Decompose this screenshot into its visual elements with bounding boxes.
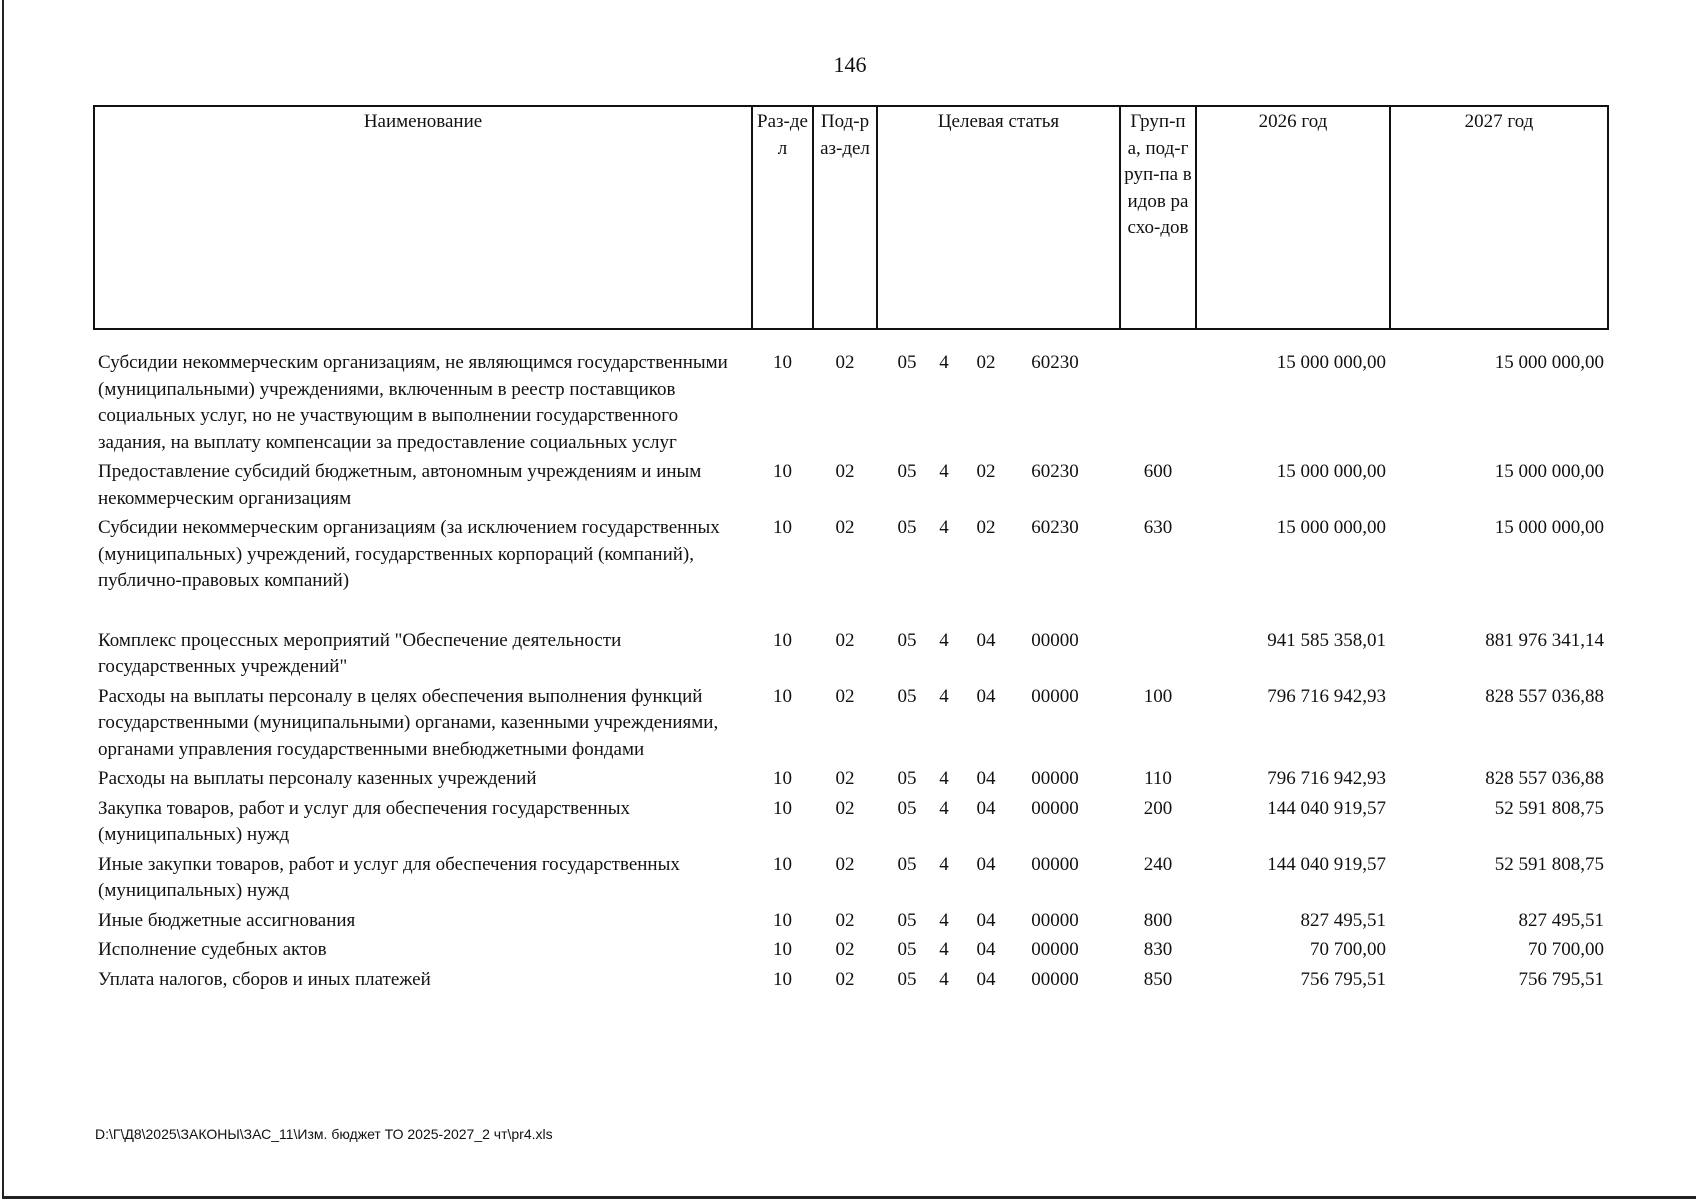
row-name-cell: Иные закупки товаров, работ и услуг для обеспечения государственных (муниципальных) нужд: [98, 853, 680, 901]
celevaya-statya-part-cs4: 00000: [1031, 853, 1079, 875]
celevaya-statya-part-cs2: 4: [939, 768, 949, 789]
row-amount-2026-cell: 70 700,00: [1310, 939, 1386, 960]
celevaya-statya-part-cs4: 00000: [1031, 797, 1079, 819]
celevaya-statya-part-cs1: 05: [897, 968, 917, 990]
row-vid-rashodov-cell: 800: [1143, 909, 1173, 931]
row-amount-2027-cell: 881 976 341,14: [1485, 629, 1604, 651]
table-row: [94, 766, 1608, 796]
row-razdel-cell: 10: [773, 517, 792, 538]
table-row: [94, 684, 1608, 767]
celevaya-statya-part-cs3: 04: [976, 797, 996, 819]
celevaya-statya-part-cs4: 00000: [1031, 968, 1079, 990]
table-row: [94, 329, 1608, 459]
page-number: 146: [833, 52, 867, 77]
celevaya-statya-part-cs3: 04: [976, 909, 996, 931]
row-name-cell: Расходы на выплаты персоналу казенных учреждений: [98, 768, 537, 789]
row-amount-2027-cell: 52 591 808,75: [1494, 853, 1604, 875]
row-celevaya-statya-cell: [877, 796, 1120, 852]
celevaya-statya-part-cs1: 05: [897, 461, 917, 482]
row-amount-2026-cell: 15 000 000,00: [1276, 461, 1386, 482]
row-celevaya-statya-cell: [877, 684, 1120, 767]
row-podrazdel-cell: 02: [835, 939, 855, 960]
row-name-cell: Уплата налогов, сборов и иных платежей: [98, 968, 431, 990]
celevaya-statya-part-cs4: 60230: [1031, 461, 1079, 482]
row-podrazdel-cell: 02: [835, 968, 855, 990]
table-row: [94, 908, 1608, 938]
row-amount-2027-cell: 828 557 036,88: [1485, 685, 1604, 707]
row-razdel-cell: 10: [773, 853, 792, 875]
row-razdel-cell: 10: [773, 685, 792, 707]
row-amount-2027-cell: 15 000 000,00: [1494, 352, 1604, 373]
row-razdel-cell: 10: [773, 352, 792, 373]
row-amount-2026-cell: 756 795,51: [1300, 968, 1386, 990]
row-amount-2027-cell: 15 000 000,00: [1494, 461, 1604, 482]
celevaya-statya-part-cs3: 02: [976, 517, 996, 538]
row-celevaya-statya-cell: [877, 598, 1120, 684]
row-amount-2027-cell: 756 795,51: [1518, 968, 1604, 990]
celevaya-statya-part-cs1: 05: [897, 853, 917, 875]
row-podrazdel-cell: 02: [835, 685, 855, 707]
celevaya-statya-part-cs2: 4: [939, 909, 949, 931]
celevaya-statya-part-cs4: 60230: [1031, 517, 1079, 538]
row-amount-2026-cell: 144 040 919,57: [1267, 853, 1386, 875]
row-vid-rashodov-cell: 630: [1143, 517, 1173, 538]
celevaya-statya-part-cs4: 00000: [1031, 939, 1079, 960]
row-amount-2026-cell: 796 716 942,93: [1267, 768, 1386, 789]
row-vid-rashodov-cell: 240: [1143, 853, 1173, 875]
row-name-cell: Закупка товаров, работ и услуг для обеспечения государственных (муниципальных) нужд: [98, 797, 631, 845]
row-celevaya-statya-cell: [877, 908, 1120, 938]
row-celevaya-statya-cell: [877, 967, 1120, 997]
header-year-2026: 2026 год: [1196, 106, 1390, 329]
row-amount-2027-cell: 828 557 036,88: [1485, 768, 1604, 789]
row-vid-rashodov-cell: [1120, 329, 1196, 459]
row-vid-rashodov-cell: 600: [1143, 461, 1173, 482]
row-amount-2026-cell: 827 495,51: [1300, 909, 1386, 931]
table-row: [94, 967, 1608, 997]
row-vid-rashodov-cell: 830: [1143, 939, 1173, 960]
row-podrazdel-cell: 02: [835, 461, 855, 482]
row-amount-2027-cell: 70 700,00: [1528, 939, 1604, 960]
table-row: [94, 459, 1608, 515]
row-podrazdel-cell: 02: [835, 629, 855, 651]
row-amount-2027-cell: 52 591 808,75: [1494, 797, 1604, 819]
row-name-cell: Иные бюджетные ассигнования: [98, 909, 356, 931]
celevaya-statya-part-cs3: 04: [976, 768, 996, 789]
header-celevaya-statya: Целевая статья: [877, 106, 1120, 329]
row-razdel-cell: 10: [773, 909, 792, 931]
scan-border-left: [2, 0, 4, 1198]
header-podrazdel: Под-раз-дел: [813, 106, 877, 329]
celevaya-statya-part-cs2: 4: [939, 797, 949, 819]
scan-border-bottom: [2, 1196, 1696, 1199]
celevaya-statya-part-cs3: 04: [976, 939, 996, 960]
celevaya-statya-part-cs2: 4: [939, 685, 949, 707]
celevaya-statya-part-cs3: 02: [976, 352, 996, 373]
row-amount-2026-cell: 796 716 942,93: [1267, 685, 1386, 707]
table-row: [94, 515, 1608, 598]
celevaya-statya-part-cs3: 02: [976, 461, 996, 482]
row-podrazdel-cell: 02: [835, 909, 855, 931]
footer-file-path: D:\Г\Д8\2025\ЗАКОНЫ\ЗАС_11\Изм. бюджет ТО 2025-2027_2 чт\pr4.xls: [95, 1126, 553, 1142]
row-podrazdel-cell: 02: [835, 517, 855, 538]
celevaya-statya-part-cs4: 00000: [1031, 909, 1079, 931]
row-amount-2026-cell: 15 000 000,00: [1276, 517, 1386, 538]
table-header-row: [94, 106, 1608, 329]
celevaya-statya-part-cs2: 4: [939, 461, 949, 482]
celevaya-statya-part-cs4: 00000: [1031, 768, 1079, 789]
row-amount-2027-cell: 15 000 000,00: [1494, 517, 1604, 538]
row-amount-2026-cell: 941 585 358,01: [1267, 629, 1386, 651]
row-razdel-cell: 10: [773, 768, 792, 789]
row-razdel-cell: 10: [773, 939, 792, 960]
row-razdel-cell: 10: [773, 968, 792, 990]
celevaya-statya-part-cs1: 05: [897, 909, 917, 931]
row-name-cell: Исполнение судебных актов: [98, 939, 327, 960]
header-year-2027: 2027 год: [1390, 106, 1608, 329]
celevaya-statya-part-cs2: 4: [939, 939, 949, 960]
row-amount-2027-cell: 827 495,51: [1518, 909, 1604, 931]
row-name-cell: Субсидии некоммерческим организациям (за исключением государственных (муниципальных) учреждений, государственных корпораций (компаний), публично-правовых компаний): [98, 517, 720, 591]
celevaya-statya-part-cs1: 05: [897, 517, 917, 538]
budget-table: [93, 105, 1609, 996]
row-razdel-cell: 10: [773, 797, 792, 819]
row-podrazdel-cell: 02: [835, 853, 855, 875]
celevaya-statya-part-cs3: 04: [976, 629, 996, 651]
celevaya-statya-part-cs1: 05: [897, 629, 917, 651]
row-name-cell: Субсидии некоммерческим организациям, не являющимся государственными (муниципальными) учреждениями, включенным в реестр поставщиков социальных услуг, но не участвующим в выполнении государственного задания, на выплату компенсации за предоставление социальных услуг: [98, 352, 728, 453]
celevaya-statya-part-cs3: 04: [976, 685, 996, 707]
row-vid-rashodov-cell: 110: [1144, 768, 1172, 789]
celevaya-statya-part-cs4: 60230: [1031, 352, 1079, 373]
row-vid-rashodov-cell: 850: [1143, 968, 1173, 990]
row-razdel-cell: 10: [773, 629, 792, 651]
row-name-cell: Предоставление субсидий бюджетным, автономным учреждениям и иным некоммерческим организациям: [98, 461, 702, 509]
table-row: [94, 598, 1608, 684]
row-celevaya-statya-cell: [877, 937, 1120, 967]
celevaya-statya-part-cs2: 4: [939, 968, 949, 990]
celevaya-statya-part-cs1: 05: [897, 352, 917, 373]
row-podrazdel-cell: 02: [835, 352, 855, 373]
celevaya-statya-part-cs3: 04: [976, 853, 996, 875]
celevaya-statya-part-cs2: 4: [939, 352, 949, 373]
header-gruppa-vidov-rashodov: Груп-па, под-груп-па видов расхо-дов: [1120, 106, 1196, 329]
table-row: [94, 796, 1608, 852]
celevaya-statya-part-cs1: 05: [897, 768, 917, 789]
row-vid-rashodov-cell: 100: [1143, 685, 1173, 707]
row-amount-2026-cell: 15 000 000,00: [1276, 352, 1386, 373]
celevaya-statya-part-cs2: 4: [939, 517, 949, 538]
row-celevaya-statya-cell: [877, 766, 1120, 796]
celevaya-statya-part-cs2: 4: [939, 853, 949, 875]
celevaya-statya-part-cs1: 05: [897, 797, 917, 819]
celevaya-statya-part-cs4: 00000: [1031, 629, 1079, 651]
header-razdel: Раз-дел: [752, 106, 813, 329]
row-name-cell: Комплекс процессных мероприятий "Обеспечение деятельности государственных учреждений": [98, 629, 622, 677]
row-celevaya-statya-cell: [877, 329, 1120, 459]
table-row: [94, 937, 1608, 967]
row-amount-2026-cell: 144 040 919,57: [1267, 797, 1386, 819]
row-vid-rashodov-cell: 200: [1143, 797, 1173, 819]
row-celevaya-statya-cell: [877, 515, 1120, 598]
row-podrazdel-cell: 02: [835, 797, 855, 819]
row-name-cell: Расходы на выплаты персоналу в целях обеспечения выполнения функций государственными (муниципальными) органами, казенными учреждениями, органами управления государственными внебюджетными фондами: [98, 685, 719, 760]
celevaya-statya-part-cs4: 00000: [1031, 685, 1079, 707]
header-name: Наименование: [94, 106, 752, 329]
row-podrazdel-cell: 02: [835, 768, 855, 789]
table-row: [94, 852, 1608, 908]
row-razdel-cell: 10: [773, 461, 792, 482]
celevaya-statya-part-cs1: 05: [897, 685, 917, 707]
celevaya-statya-part-cs2: 4: [939, 629, 949, 651]
row-celevaya-statya-cell: [877, 852, 1120, 908]
celevaya-statya-part-cs1: 05: [897, 939, 917, 960]
row-celevaya-statya-cell: [877, 459, 1120, 515]
row-vid-rashodov-cell: [1120, 598, 1196, 684]
celevaya-statya-part-cs3: 04: [976, 968, 996, 990]
table-body: [94, 329, 1608, 996]
